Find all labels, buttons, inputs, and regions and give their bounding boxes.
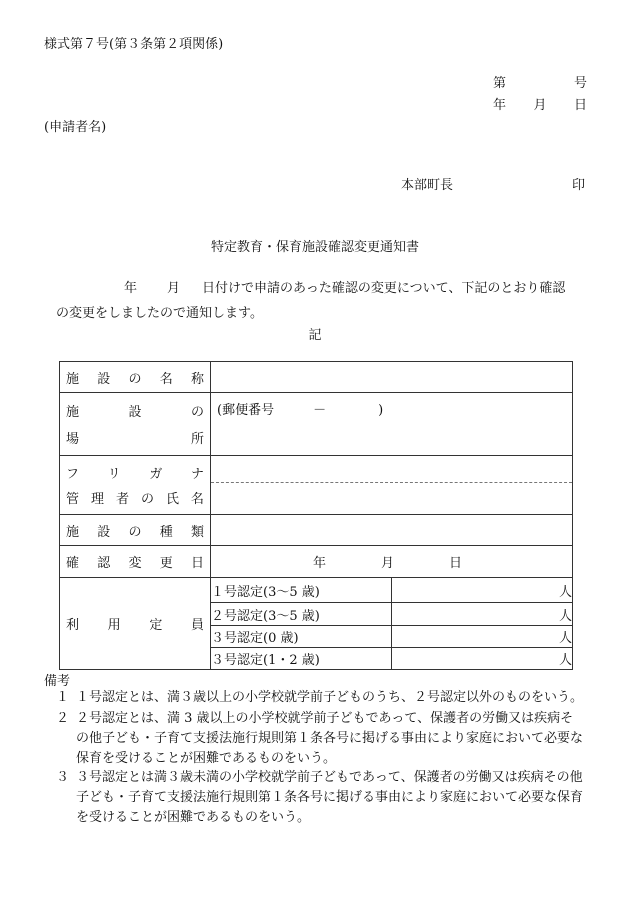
note-item-1	[56, 688, 586, 708]
value-facility-name[interactable]	[211, 362, 573, 393]
body-line-2: の変更をしましたので通知します。	[56, 306, 263, 321]
furigana-field[interactable]	[211, 456, 572, 483]
capacity-value-3[interactable]: 人	[392, 626, 573, 648]
issue-date	[493, 94, 587, 113]
capacity-value-4[interactable]: 人	[392, 648, 573, 670]
document-number	[493, 72, 587, 91]
row-location	[60, 393, 573, 456]
value-change-date[interactable]: 年 月 日	[211, 546, 573, 578]
postal-code-label: (郵便番号 － )	[217, 403, 384, 418]
note-number-2: ２	[56, 711, 70, 726]
body-year: 年	[124, 281, 138, 296]
issue-year: 年	[493, 98, 507, 113]
label-facility-name: 施 設 の 名 称	[60, 362, 211, 393]
form-number: 様式第７号(第３条第２項関係)	[44, 37, 224, 52]
row-manager	[60, 456, 573, 515]
label-manager: フ リ ガ ナ 管 理 者 の 氏 名	[60, 456, 211, 515]
label-capacity: 利 用 定 員	[60, 578, 211, 670]
capacity-value-2[interactable]: 人	[392, 603, 573, 626]
note-number-1: １	[56, 690, 70, 705]
capacity-label-4: ３号認定(1・2 歳)	[211, 648, 392, 670]
value-manager[interactable]	[211, 456, 573, 515]
note-text-3: ３号認定とは満３歳未満の小学校就学前子どもであって、保護者の労働又は疾病その他子ども・子育て支援法施行規則第１条各号に掲げる事由により家庭において必要な保育を受けることが困難であるものをいう。	[76, 770, 584, 825]
value-facility-type[interactable]	[211, 515, 573, 546]
note-item-3	[56, 768, 586, 828]
note-text-1: １号認定とは、満３歳以上の小学校就学前子どものうち、２号認定以外のものをいう。	[76, 690, 584, 705]
seal-mark: 印	[572, 178, 586, 193]
row-change-date	[60, 546, 573, 578]
num-go: 号	[573, 76, 587, 91]
label-change-date: 確 認 変 更 日	[60, 546, 211, 578]
body-month: 月	[167, 281, 181, 296]
mayor-title: 本部町長	[401, 178, 454, 193]
label-location: 施 設 の 場 所	[60, 393, 211, 456]
capacity-value-1[interactable]: 人	[392, 578, 573, 603]
ki-heading: 記	[308, 328, 322, 343]
value-location[interactable]	[211, 393, 573, 456]
label-facility-type: 施 設 の 種 類	[60, 515, 211, 546]
manager-name-field[interactable]	[211, 483, 572, 514]
capacity-label-2: ２号認定(3～5 歳)	[211, 603, 392, 626]
row-facility-name	[60, 362, 573, 393]
note-number-3: ３	[56, 770, 70, 785]
notes-heading: 備考	[44, 674, 71, 689]
facility-table	[59, 361, 573, 670]
num-dai: 第	[493, 76, 507, 91]
note-item-2	[56, 709, 586, 769]
capacity-label-1: １号認定(3～5 歳)	[211, 578, 392, 603]
row-capacity-1	[60, 578, 573, 603]
row-facility-type	[60, 515, 573, 546]
document-title: 特定教育・保育施設確認変更通知書	[210, 240, 419, 255]
issue-month: 月	[533, 98, 547, 113]
body-text: 日付けで申請のあった確認の変更について、下記のとおり確認	[202, 281, 566, 296]
note-text-2: ２号認定とは、満 3 歳以上の小学校就学前子どもであって、保護者の労働又は疾病その他子ども・子育て支援法施行規則第１条各号に掲げる事由により家庭において必要な保育を受けることが困難であるものをいう。	[76, 711, 584, 766]
issue-day: 日	[573, 98, 587, 113]
body-line-1	[124, 277, 565, 296]
applicant-name: (申請者名)	[44, 120, 107, 135]
capacity-label-3: ３号認定(0 歳)	[211, 626, 392, 648]
